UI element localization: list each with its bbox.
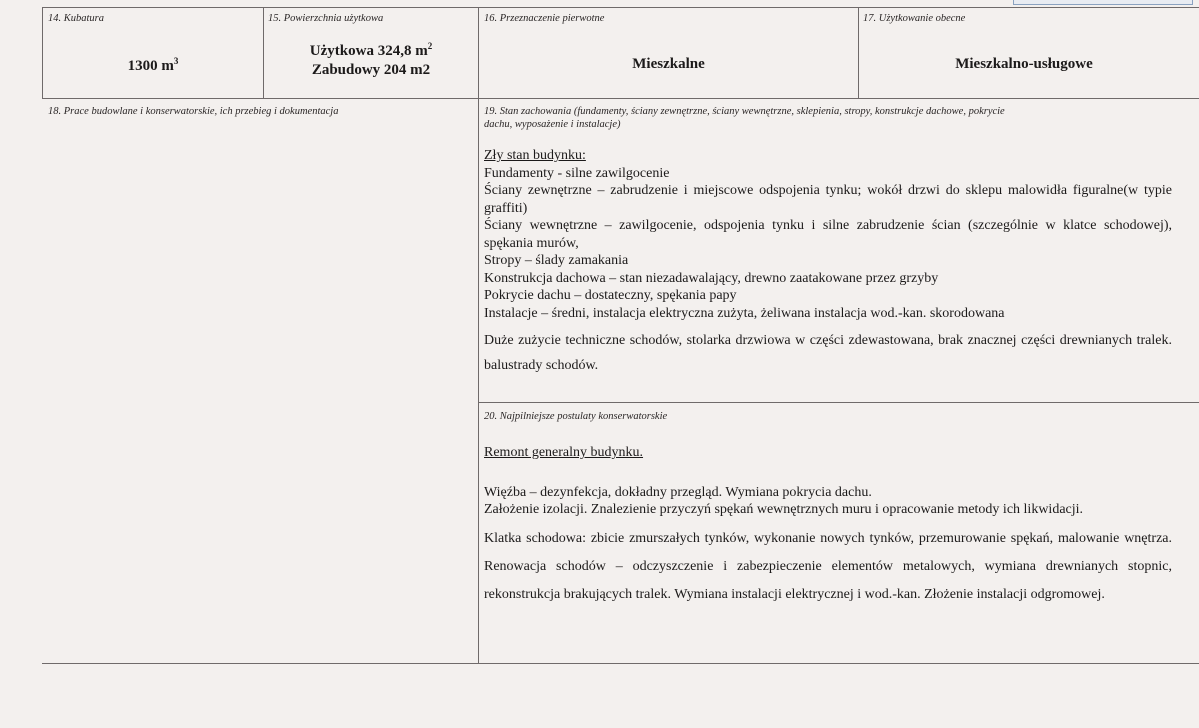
przeznaczenie-label: 16. Przeznaczenie pierwotne (484, 13, 605, 24)
postulaty-heading: Remont generalny budynku. (484, 445, 644, 460)
corner-tab (1013, 0, 1193, 5)
stan-body (484, 147, 1172, 378)
stan-konstrukcja-dachowa: Konstrukcja dachowa – stan niezadawalający, drewno zaatakowane przez grzyby (484, 270, 939, 286)
stan-heading: Zły stan budynku: (484, 148, 586, 163)
stan-stropy: Stropy – ślady zamakania (484, 253, 629, 268)
top-border (42, 7, 1199, 8)
uzytkowanie-label: 17. Użytkowanie obecne (863, 13, 966, 24)
stan-sciany-wewnetrzne: Ściany wewnętrzne – zawilgocenie, odspojenia tynku i silne zabrudzenie ścian (szczególnie w klatce schodowej), spękania murów, (484, 218, 1172, 251)
col-divider-3 (858, 7, 859, 98)
uzytkowanie-value: Mieszkalno-usługowe (955, 56, 1093, 72)
postulaty-label: 20. Najpilniejsze postulaty konserwatorskie (484, 411, 668, 422)
stan-label-line1: 19. Stan zachowania (fundamenty, ściany zewnętrzne, ściany wewnętrzne, sklepienia, stropy, konstrukcje dachowe, pokrycie (484, 106, 1005, 117)
stan-label-line2: dachu, wyposażenie i instalacje) (484, 119, 621, 130)
powierzchnia-value (264, 37, 478, 80)
powierzchnia-uzytkowa (264, 37, 478, 61)
postulaty-body (484, 444, 1172, 609)
stan-schody: Duże zużycie techniczne schodów, stolarka drzwiowa w części zdewastowana, brak znacznej części drewnianych tralek. balustrady schodów. (484, 333, 1172, 373)
postulaty-klatka-schodowa: Klatka schodowa: zbicie zmurszałych tynków, wykonanie nowych tynków, przemurowanie spękań, malowanie wnętrza. Renowacja schodów – odczyszczenie i zabezpieczenie elementów metalowych, wymiana drewnianych stopnic, rekonstrukcja brakujących tralek. Wymiana instalacji elektrycznej i wod.-kan. Złożenie instalacji odgromowej. (484, 530, 1172, 602)
stan-postulaty-divider (478, 402, 1199, 403)
stan-pokrycie-dachu: Pokrycie dachu – dostateczny, spękania papy (484, 288, 737, 303)
stan-sciany-zewnetrzne: Ściany zewnętrzne – zabrudzenie i miejscowe odspojenia tynku; wokół drzwi do sklepu malowidła figuralne(w typie graffiti) (484, 183, 1172, 216)
powierzchnia-uzytkowa-sup: 2 (427, 41, 433, 51)
powierzchnia-label: 15. Powierzchnia użytkowa (268, 13, 384, 24)
postulaty-izolacja: Założenie izolacji. Znalezienie przyczyń spękań wewnętrznych muru i opracowanie metody ich likwidacji. (484, 502, 1084, 517)
prace-label: 18. Prace budowlane i konserwatorskie, ich przebieg i dokumentacja (48, 106, 339, 117)
kubatura-label: 14. Kubatura (48, 13, 105, 24)
row1-bottom-border (42, 98, 1199, 99)
powierzchnia-uzytkowa-text: Użytkowa 324,8 m (309, 43, 428, 59)
kubatura-value (44, 56, 262, 75)
kubatura-unit-sup: 3 (173, 56, 179, 66)
row2-bottom-border (42, 663, 1199, 664)
powierzchnia-zabudowy: Zabudowy 204 m2 (311, 62, 431, 78)
stan-instalacje: Instalacje – średni, instalacja elektryczna zużyta, żeliwana instalacja wod.-kan. skorodowana (484, 305, 1005, 321)
left-border (42, 7, 43, 98)
postulaty-wiezba: Więźba – dezynfekcja, dokładny przegląd. Wymiana pokrycia dachu. (484, 484, 872, 500)
stan-fundamenty: Fundamenty - silne zawilgocenie (484, 165, 670, 181)
kubatura-number: 1300 m (127, 58, 174, 74)
przeznaczenie-value: Mieszkalne (632, 56, 705, 72)
col-divider-2 (478, 7, 479, 664)
